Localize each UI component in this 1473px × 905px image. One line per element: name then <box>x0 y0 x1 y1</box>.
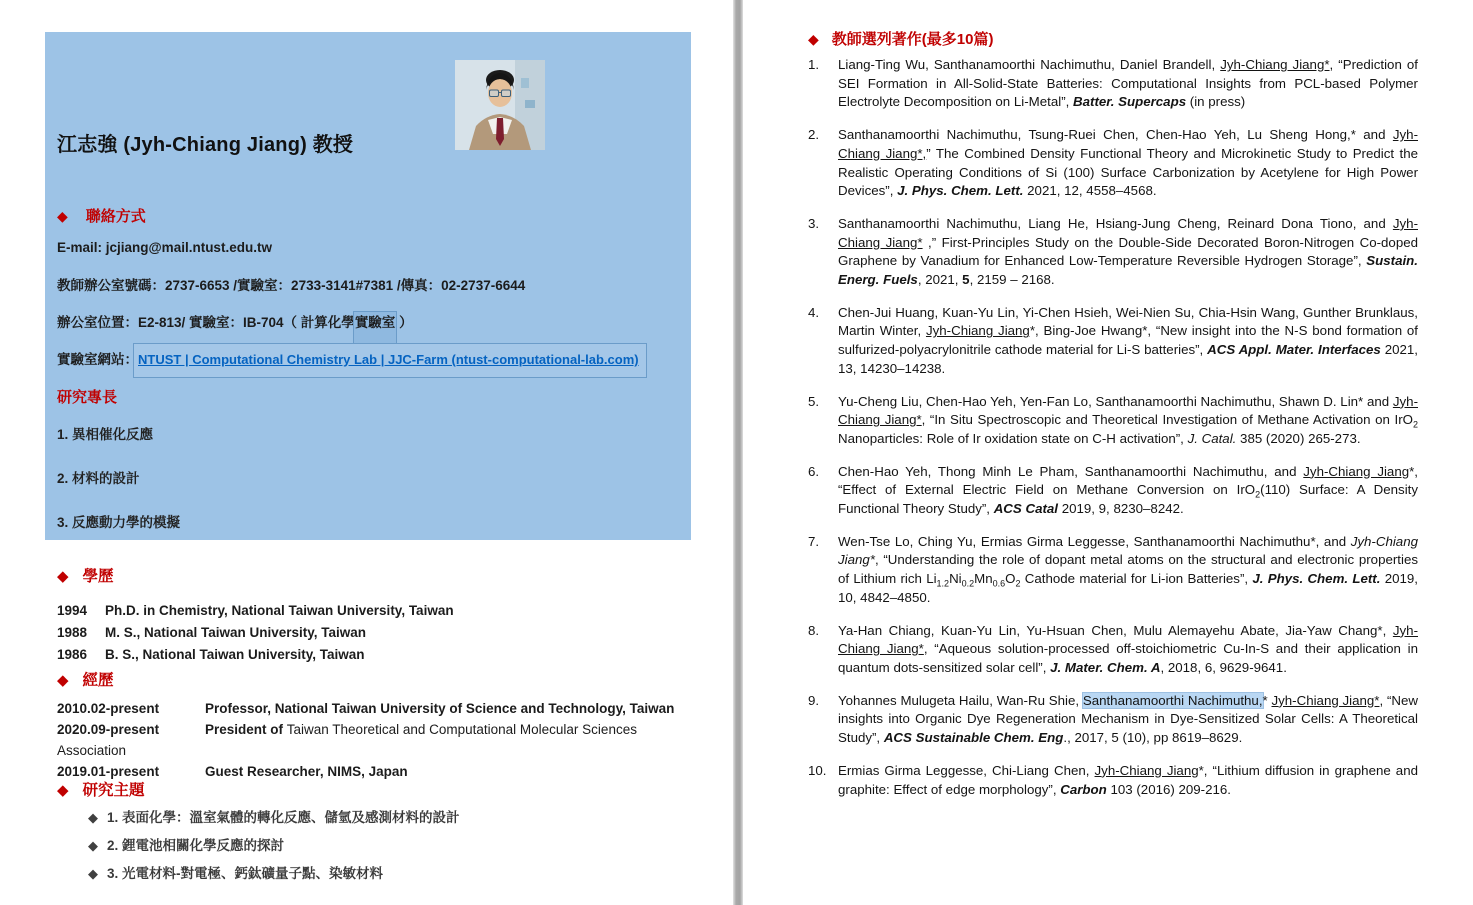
contact-heading-label: 聯絡方式 <box>85 208 146 225</box>
publication-number: 5. <box>808 393 820 409</box>
publication-citation: Santhanamoorthi Nachimuthu, Liang He, Hsiang-Jung Cheng, Reinard Dona Tiono, and Jyh-Chiang Jiang* ,” First-Principles Study on the Double-Side Decorated Boron-Nitrogen Co-doped Graphene by Vanadium for Enhanced Low-Temperature Reversible Hydrogen Storage”, Sustain. Energ. Fuels, 2021, 5, 2159 – 2168. <box>838 215 1419 288</box>
experience-period: 2010.02-present <box>57 701 160 716</box>
education-section <box>57 564 707 666</box>
diamond-bullet-icon: ◆ <box>57 672 69 689</box>
publication-number: 10. <box>808 762 827 778</box>
education-year: 1994 <box>57 603 88 618</box>
experience-row <box>57 719 707 761</box>
education-row <box>57 622 707 644</box>
website-link-selection-box <box>138 352 639 367</box>
publication-citation: Santhanamoorthi Nachimuthu, Tsung-Ruei Chen, Chen-Hao Yeh, Lu Sheng Hong,* and Jyh-Chiang Jiang*,” The Combined Density Functional Theory and Microkinetic Study to Predict the Realistic Operating Conditions of Si (100) Surface Carbonization by Acetylene for High Power Devices”, J. Phys. Chem. Lett. 2021, 12, 4558–4568. <box>838 127 1418 199</box>
research-topic-rows <box>57 808 707 884</box>
publication-citation: Liang-Ting Wu, Santhanamoorthi Nachimuthu, Daniel Brandell, Jyh-Chiang Jiang*, “Prediction of SEI Formation in All-Solid-State Batteries: Computational Insights from PCL-based Polymer Electrolyte Decomposition on Li-Metal”, Batter. Supercaps (in press) <box>838 57 1419 110</box>
education-year: 1988 <box>57 625 88 640</box>
publication-citation: Ya-Han Chiang, Kuan-Yu Lin, Yu-Hsuan Chen, Mulu Alemayehu Abate, Jia-Yaw Chang*, Jyh-Chiang Jiang*, “Aqueous solution-processed off-stoichiometric Cu-In-S and their application in quantum dots-sensitized solar cell”, J. Mater. Chem. A, 2018, 6, 9629-9641. <box>838 622 1418 675</box>
research-strength-list <box>57 425 180 557</box>
publication-item <box>808 762 1418 799</box>
cv-page-right <box>743 0 1473 905</box>
publication-item <box>808 692 1418 748</box>
publication-number: 6. <box>808 463 820 479</box>
research-strength-item: 3. 反應動力學的模擬 <box>57 515 181 530</box>
experience-role: President of Taiwan Theoretical and Computational Molecular Sciences <box>205 722 637 737</box>
experience-heading-label: 經歷 <box>82 672 114 689</box>
research-topics-heading-label: 研究主題 <box>82 782 145 799</box>
publication-item <box>808 393 1418 449</box>
experience-period: 2020.09-present <box>57 722 160 737</box>
research-topic-item <box>88 808 707 828</box>
lab-website-link[interactable]: NTUST | Computational Chemistry Lab | JJC-Farm (ntust-computational-lab.com) <box>138 352 639 367</box>
publications-heading <box>808 28 993 49</box>
professor-photo <box>455 60 545 150</box>
publication-number: 2. <box>808 127 820 143</box>
diamond-bullet-icon: ◆ <box>808 31 819 47</box>
publication-citation: Yu-Cheng Liu, Chen-Hao Yeh, Yen-Fan Lo, Santhanamoorthi Nachimuthu, Shawn D. Lin* and Jyh-Chiang Jiang*, “In Situ Spectroscopic and Theoretical Investigation of Methane Activation on IrO$_2$ Nanoparticles: Role of Ir oxidation state on C-H activation”, J. Catal. 385 (2020) 265-273. <box>838 393 1418 446</box>
research-topics-heading <box>57 778 707 800</box>
education-degree: M. S., National Taiwan University, Taiwan <box>105 625 367 640</box>
experience-period: 2019.01-present <box>57 764 160 779</box>
experience-role-continuation: Association <box>57 743 127 758</box>
experience-section <box>57 668 707 782</box>
experience-role: Guest Researcher, NIMS, Japan <box>205 764 408 779</box>
experience-heading <box>57 668 707 690</box>
publication-item <box>808 215 1418 290</box>
research-strength-item: 2. 材料的設計 <box>57 471 140 486</box>
education-rows <box>57 600 707 666</box>
page-gap-divider <box>733 0 743 905</box>
publication-number: 4. <box>808 304 820 320</box>
lab-website-line <box>57 348 639 368</box>
research-topic-item <box>88 836 707 856</box>
publication-item <box>808 463 1418 519</box>
profile-card <box>45 32 691 540</box>
publication-citation: Chen-Jui Huang, Kuan-Yu Lin, Yi-Chen Hsieh, Wei-Nien Su, Chia-Hsin Wang, Gunther Brunklaus, Martin Winter, Jyh-Chiang Jiang*, Bing-Joe Hwang*, “New insight into the N-S bond formation of sulfurized-polyacrylonitrile cathode material for Li-S batteries”, ACS Appl. Mater. Interfaces 2021, 13, 14230–14238. <box>838 304 1419 376</box>
publication-number: 1. <box>808 57 820 72</box>
publication-item <box>808 622 1418 678</box>
email-line: E-mail: jcjiang@mail.ntust.edu.tw <box>57 240 272 255</box>
education-degree: Ph.D. in Chemistry, National Taiwan University, Taiwan <box>105 603 454 618</box>
cv-page-left <box>0 0 733 905</box>
research-topic-text: 2. 鋰電池相關化學反應的探討 <box>107 838 285 853</box>
education-year: 1986 <box>57 647 88 662</box>
experience-row <box>57 698 707 719</box>
office-location-line: 辦公室位置：E2-813/ 實驗室：IB-704（ 計算化學實驗室 ） <box>57 315 413 330</box>
diamond-bullet-icon: ◆ <box>57 568 69 585</box>
education-degree: B. S., National Taiwan University, Taiwan <box>105 647 365 662</box>
education-row <box>57 600 707 622</box>
education-heading-label: 學歷 <box>82 568 114 585</box>
publication-number: 8. <box>808 622 820 638</box>
publication-list <box>808 56 1418 813</box>
publication-citation: Ermias Girma Leggesse, Chi-Liang Chen, Jyh-Chiang Jiang*, “Lithium diffusion in graphene and graphite: Effect of edge morphology”, Carbon 103 (2016) 209-216. <box>838 762 1418 797</box>
publication-item <box>808 533 1418 608</box>
professor-name: 江志強 (Jyh-Chiang Jiang) 教授 <box>57 134 354 156</box>
diamond-bullet-icon: ◆ <box>88 866 98 881</box>
diamond-bullet-icon: ◆ <box>57 208 68 224</box>
experience-role: Professor, National Taiwan University of Science and Technology, Taiwan <box>205 701 675 716</box>
research-topic-text: 3. 光電材料-對電極、鈣鈦礦量子點、染敏材料 <box>107 866 384 881</box>
research-strength-item: 1. 異相催化反應 <box>57 427 154 442</box>
research-topics-section <box>57 778 707 892</box>
research-topic-text: 1. 表面化學：溫室氣體的轉化反應、儲氫及感測材料的設計 <box>107 810 460 825</box>
publication-citation: Chen-Hao Yeh, Thong Minh Le Pham, Santhanamoorthi Nachimuthu, and Jyh-Chiang Jiang*, “Effect of External Electric Field on Methane Conversion on IrO$_2$(110) Surface: A Density Functional Theory Study”, ACS Catal 2019, 9, 8230–8242. <box>838 463 1418 517</box>
contact-section-heading <box>57 205 146 226</box>
publication-citation: Wen-Tse Lo, Ching Yu, Ermias Girma Leggesse, Santhanamoorthi Nachimuthu*, and Jyh-Chiang Jiang*, “Understanding the role of dopant metal atoms on the structural and electronic properties of Lithium rich $Li_{1.2}Ni_{0.2}Mn_{0.6}O_2$ Cathode material for Li-ion Batteries”, J. Phys. Chem. Lett. 2019, 10, 4842–4850. <box>838 533 1418 605</box>
publication-item <box>808 304 1418 379</box>
education-row <box>57 644 707 666</box>
research-topic-item <box>88 864 707 884</box>
diamond-bullet-icon: ◆ <box>88 810 98 825</box>
research-strength-heading: 研究專長 <box>57 389 118 406</box>
diamond-bullet-icon: ◆ <box>88 838 98 853</box>
experience-rows <box>57 698 707 782</box>
publication-number: 7. <box>808 533 820 549</box>
website-label: 實驗室網站： <box>57 352 138 367</box>
education-heading <box>57 564 707 586</box>
publications-heading-label: 教師選列著作(最多10篇) <box>831 31 994 48</box>
publication-number: 9. <box>808 692 820 708</box>
publication-item <box>808 126 1418 201</box>
publication-citation: Yohannes Mulugeta Hailu, Wan-Ru Shie, Santhanamoorthi Nachimuthu,* Jyh-Chiang Jiang*, “New insights into Organic Dye Regeneration Mechanism in Dye-Sensitized Solar Cells: A Theoretical Study”, ACS Sustainable Chem. Eng., 2017, 5 (10), pp 8619–8629. <box>838 692 1418 746</box>
diamond-bullet-icon: ◆ <box>57 782 69 799</box>
publication-item <box>808 56 1418 112</box>
phone-fax-line: 教師辦公室號碼：2737-6653 /實驗室：2733-3141#7381 /傳真：02-2737-6644 <box>57 278 526 293</box>
publication-number: 3. <box>808 215 820 231</box>
